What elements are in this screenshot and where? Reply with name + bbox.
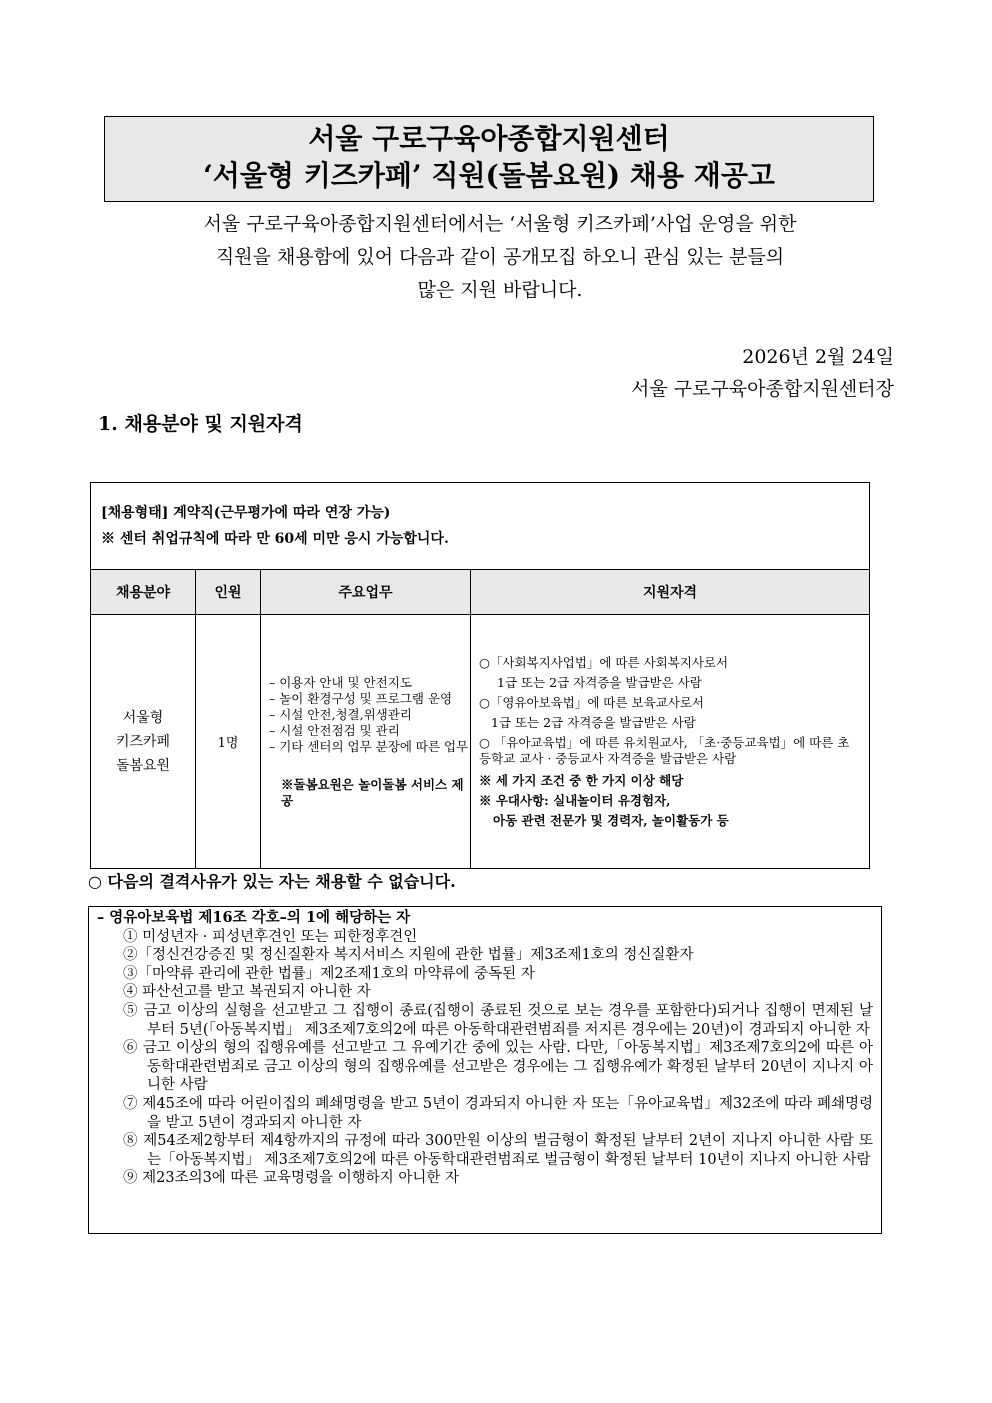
disqualification-box — [88, 906, 882, 1234]
intro-paragraph — [100, 208, 900, 307]
header-qualifications: 지원자격 — [471, 570, 870, 615]
intro-line2: 직원을 채용함에 있어 다음과 같이 공개모집 하오니 관심 있는 분들의 — [215, 246, 785, 268]
signature: 서울 구로구육아종합지원센터장 — [631, 378, 894, 400]
section1-title: 1. 채용분야 및 지원자격 — [98, 413, 303, 435]
intro-line3: 많은 지원 바랍니다. — [417, 279, 583, 301]
qual-item: ○ 「유아교육법」에 따른 유치원교사, 「초·중등교육법」에 따른 초등학교 교사 · 중등교사 자격증을 발급받은 사람 — [479, 734, 850, 766]
field-line: 돌봄요원 — [115, 757, 171, 774]
title-box — [104, 116, 874, 202]
duty-item: – 시설 안전점검 및 관리 — [269, 722, 400, 738]
duty-item: – 놀이 환경구성 및 프로그램 운영 — [269, 690, 453, 706]
duty-item: – 시설 안전,청결,위생관리 — [269, 706, 412, 722]
duties-cell — [261, 615, 471, 869]
disqualification-item: ④ 파산선고를 받고 복권되지 아니한 자 — [123, 984, 371, 1001]
duty-item: – 기타 센터의 업무 분장에 따른 업무 — [269, 738, 469, 754]
announcement-date: 2026년 2월 24일 — [742, 346, 894, 368]
disqualification-item: ⑦ 제45조에 따라 어린이집의 폐쇄명령을 받고 5년이 경과되지 아니한 자 또는「유아교육법」제32조에 따라 폐쇄명령을 받고 5년이 경과되지 아니한 자 — [123, 1095, 873, 1131]
notice-line1: [채용형태] 계약직(근무평가에 따라 연장 가능) — [101, 505, 391, 521]
duty-note: ※돌봄요원은 놀이돌봄 서비스 제공 — [281, 776, 464, 808]
qualifications-cell — [471, 615, 870, 869]
title-line1: 서울 구로구육아종합지원센터 — [308, 122, 670, 155]
qual-note: ※ 우대사항: 실내놀이터 유경험자, — [479, 792, 671, 808]
header-field: 채용분야 — [91, 570, 196, 615]
disqualification-item: ⑧ 제54조제2항부터 제4항까지의 규정에 따라 300만원 이상의 벌금형이 확정된 날부터 2년이 지나지 아니한 사람 또는「아동복지법」 제3조제7호의2에 따른 아동학대관련범죄로 벌금형이 확정된 날부터 10년이 지나지 아니한 사람 — [123, 1133, 873, 1168]
notice-line2: ※ 센터 취업규칙에 따라 만 60세 미만 응시 가능합니다. — [101, 531, 449, 547]
disqualification-item: ⑤ 금고 이상의 실형을 선고받고 그 집행이 종료(집행이 종료된 것으로 보는 경우를 포함한다)되거나 집행이 면제된 날부터 5년(「아동복지법」 제3조제7호의2에 따른 아동학대관련범죄를 저지른 경우에는 20년)이 경과되지 아니한 자 — [123, 1002, 873, 1038]
job-table — [90, 482, 870, 869]
count-cell: 1명 — [196, 615, 261, 869]
duty-item: – 이용자 안내 및 안전지도 — [269, 674, 412, 690]
header-count: 인원 — [196, 570, 261, 615]
field-cell — [91, 615, 196, 869]
field-line: 서울형 — [122, 709, 164, 726]
employment-notice — [91, 483, 870, 570]
disqualification-title: ○ 다음의 결격사유가 있는 자는 채용할 수 없습니다. — [88, 872, 456, 891]
disqualification-item: ① 미성년자 · 피성년후견인 또는 피한정후견인 — [123, 928, 418, 945]
qual-item: ○「사회복지사업법」에 따른 사회복지사로서 — [479, 654, 729, 670]
qual-item: 1급 또는 2급 자격증을 발급받은 사람 — [491, 714, 696, 730]
qual-note: 아동 관련 전문가 및 경력자, 놀이활동가 등 — [493, 812, 729, 828]
intro-line1: 서울 구로구육아종합지원센터에서는 ‘서울형 키즈카페’사업 운영을 위한 — [203, 213, 797, 235]
disqualification-item: ⑥ 금고 이상의 형의 집행유예를 선고받고 그 유예기간 중에 있는 사람. 다만,「아동복지법」제3조제7호의2에 따른 아동학대관련범죄로 금고 이상의 형의 집행유예를 선고받은 경우에는 그 집행유예가 확정된 날부터 20년이 지나지 아니한 사람 — [123, 1040, 873, 1094]
qual-note: ※ 세 가지 조건 중 한 가지 이상 해당 — [479, 772, 684, 788]
field-line: 키즈카페 — [115, 733, 171, 750]
qual-item: 1급 또는 2급 자격증을 발급받은 사람 — [497, 674, 702, 690]
disqualification-item: ②「정신건강증진 및 정신질환자 복지서비스 지원에 관한 법률」제3조제1호의 정신질환자 — [123, 947, 694, 964]
qual-item: ○「영유아보육법」에 따른 보육교사로서 — [479, 694, 704, 710]
disqualification-item: ⑨ 제23조의3에 따른 교육명령을 이행하지 아니한 자 — [123, 1170, 459, 1187]
disqualification-item: ③「마약류 관리에 관한 법률」제2조제1호의 마약류에 중독된 자 — [123, 965, 535, 982]
disqualification-head: – 영유아보육법 제16조 각호–의 1에 해당하는 자 — [97, 909, 411, 926]
title-line2: ‘서울형 키즈카페’ 직원(돌봄요원) 채용 재공고 — [203, 159, 775, 192]
header-duties: 주요업무 — [261, 570, 471, 615]
